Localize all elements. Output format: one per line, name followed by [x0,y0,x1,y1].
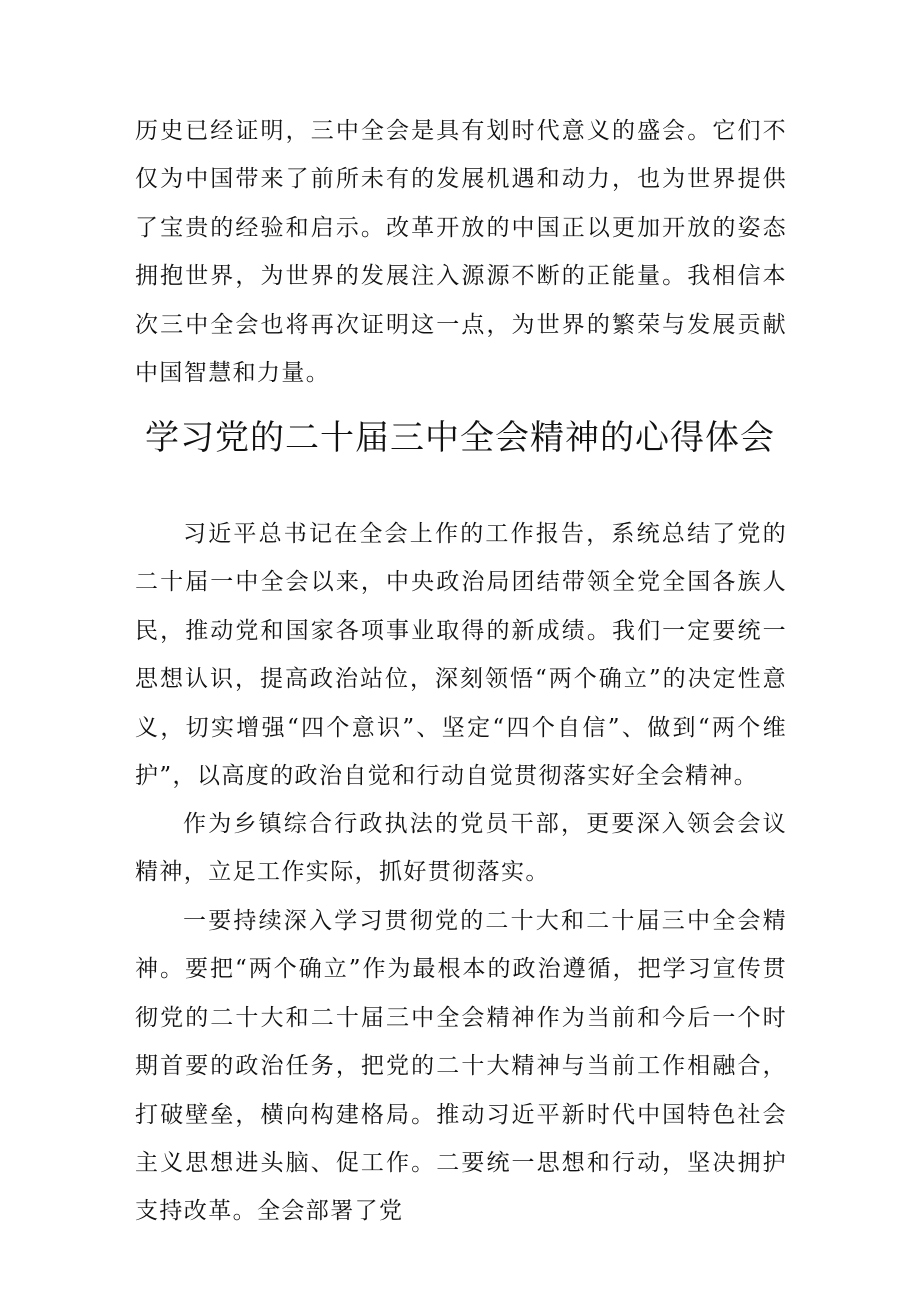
paragraph-report-summary: 习近平总书记在全会上作的工作报告，系统总结了党的二十届一中全会以来，中央政治局团结带领全党全国各族人民，推动党和国家各项事业取得的新成绩。我们一定要统一思想认识，提高政治站位，深刻领悟“两个确立”的决定性意义，切实增强“四个意识”、坚定“四个自信”、做到“两个维护”，以高度的政治自觉和行动自觉贯彻落实好全会精神。 [135,521,787,790]
paragraph-cadre-role: 作为乡镇综合行政执法的党员干部，更要深入领会会议精神，立足工作实际，抓好贯彻落实。 [135,811,787,886]
page-title: 学习党的二十届三中全会精神的心得体会 [145,418,775,458]
paragraph-intro: 历史已经证明，三中全会是具有划时代意义的盛会。它们不仅为中国带来了前所未有的发展机遇和动力，也为世界提供了宝贵的经验和启示。改革开放的中国正以更加开放的姿态拥抱世界，为世界的发展注入源源不断的正能量。我相信本次三中全会也将再次证明这一点，为世界的繁荣与发展贡献中国智慧和力量。 [135,118,787,387]
paragraph-measures: 一要持续深入学习贯彻党的二十大和二十届三中全会精神。要把“两个确立”作为最根本的政治遵循，把学习宣传贯彻党的二十大和二十届三中全会精神作为当前和今后一个时期首要的政治任务，把党的二十大精神与当前工作相融合，打破壁垒，横向构建格局。推动习近平新时代中国特色社会主义思想进头脑、促工作。二要统一思想和行动，坚决拥护支持改革。全会部署了党 [135,908,787,1225]
